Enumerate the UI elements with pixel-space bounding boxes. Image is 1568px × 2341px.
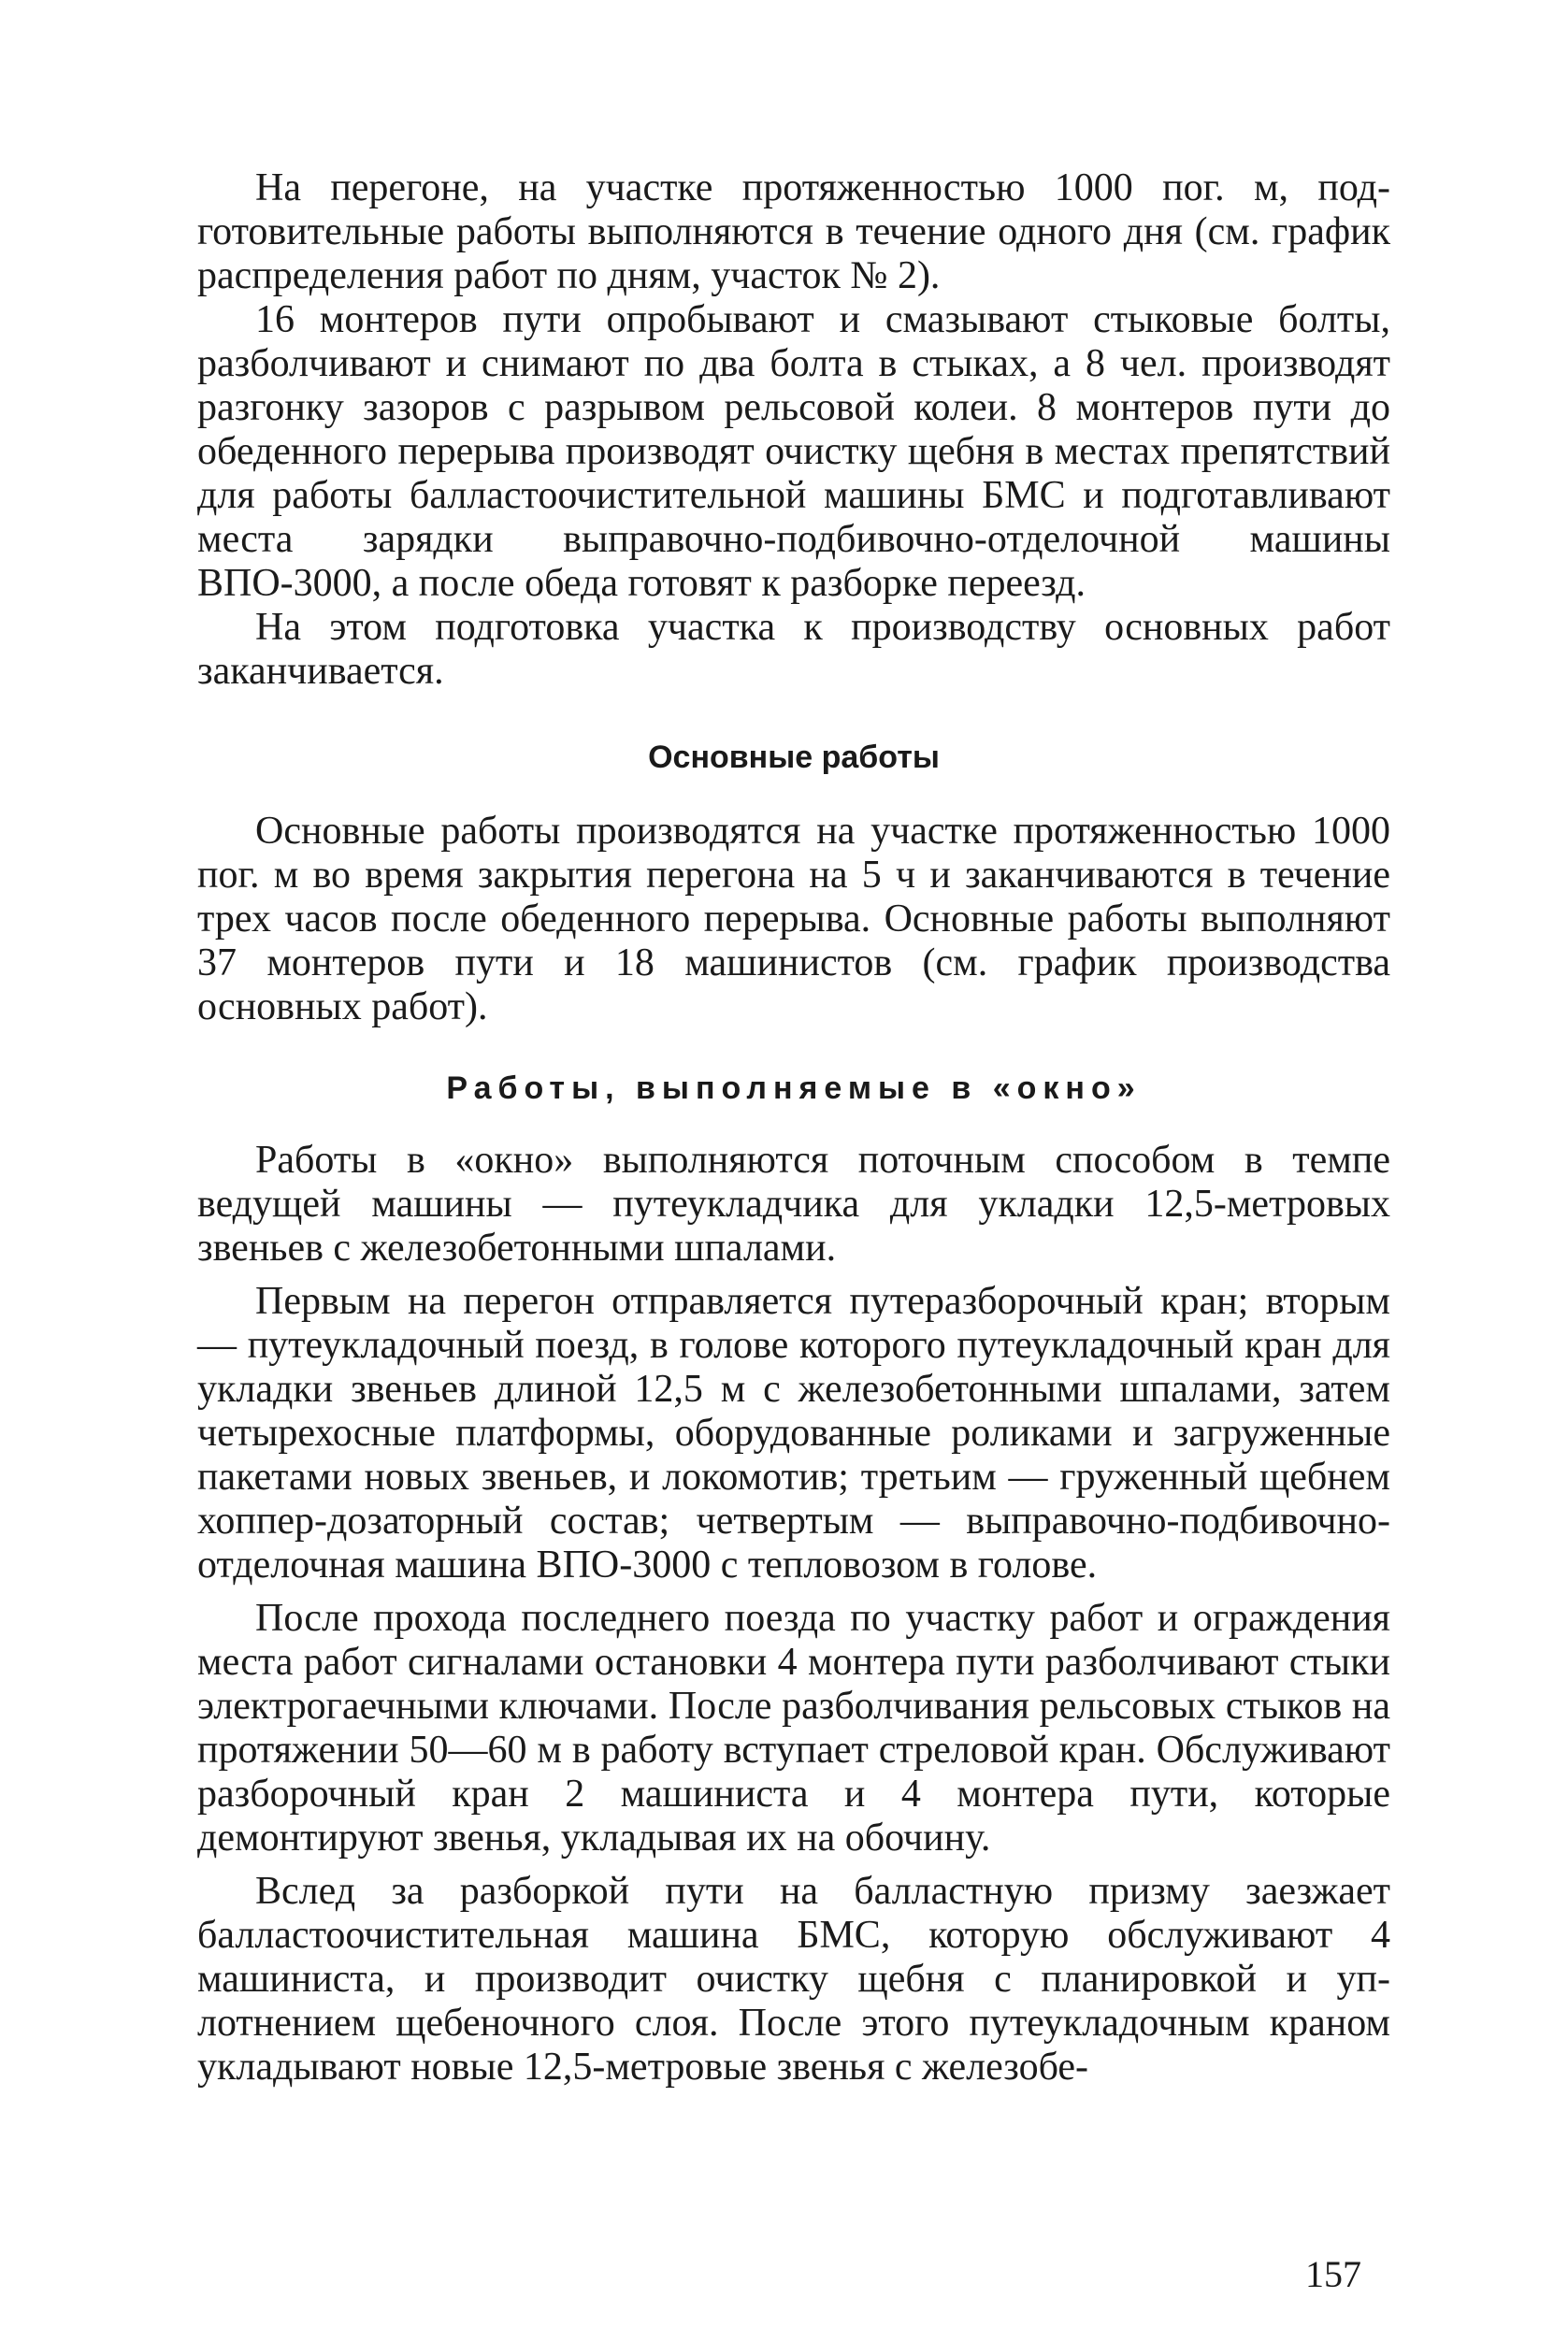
intro-section — [197, 166, 1390, 694]
paragraph: Вслед за разборкой пути на балластную призму заезжает балластоочистительная машина БМС, которую обслуживают 4 машиниста, и производит очистку щебня с планировкой и уплотнением щебеночного слоя. После этого путеукладочным краном укладывают новые 12,5-метровые звенья с железобе- — [197, 1870, 1390, 2089]
main-works-section — [197, 810, 1390, 1029]
paragraph: Основные работы производятся на участке протяженностью 1000 пог. м во время закрытия перегона на 5 ч и заканчиваются в течение трех часов после обеденного перерыва. Основные работы выполняют 37 монтеров пути и 18 машинистов (см. график производства основных работ). — [197, 810, 1390, 1028]
section-heading-window-works: Работы, выполняемые в «окно» — [446, 1070, 1142, 1106]
paragraph: 16 монтеров пути опробывают и смазывают стыковые болты, разболчивают и снимают по два болта в стыках, а 8 чел. производят разгонку зазоров с разрывом рельсовой колеи. 8 монтеров пути до обеденного перерыва производят очистку щебня в местах препятствий для работы балластоочистительной машины БМС и подготавливают места зарядки выправочно-подбивочно-отделочной машины ВПО-3000, а после обеда готовят к разборке переезд. — [197, 298, 1390, 605]
paragraph: Работы в «окно» выполняются поточным способом в темпе ведущей машины — путеукладчика для укладки 12,5-метровых звеньев с железобетонными шпалами. — [197, 1139, 1390, 1270]
paragraph: На перегоне, на участке протяженностью 1000 пог. м, подготовительные работы выполняются в течение одного дня (см. график распределения работ по дням, участок № 2). — [197, 166, 1390, 297]
paragraph: Первым на перегон отправляется путеразборочный кран; вторым — путеукладочный поезд, в голове которого путеукладочный кран для укладки звеньев длиной 12,5 м с железобетонными шпалами, затем четырехосные платформы, оборудованные роликами и загруженные пакетами новых звеньев, и локомотив; третьим — груженный щебнем хоппер-дозаторный состав; четвертым — выправочно-подбивочно-отделочная машина ВПО-3000 с тепловозом в голове. — [197, 1280, 1390, 1587]
paragraph: На этом подготовка участка к производству основных работ заканчивается. — [197, 606, 1390, 693]
section-heading-main-works: Основные работы — [648, 740, 940, 775]
page-number: 157 — [1305, 2253, 1361, 2295]
paragraph: После прохода последнего поезда по участку работ и ограждения места работ сигналами остановки 4 монтера пути разболчивают стыки электрогаечными ключами. После разболчивания рельсовых стыков на протяжении 50—60 м в работу вступает стреловой кран. Обслуживают разборочный кран 2 машиниста и 4 монтера пути, которые демонтируют звенья, укладывая их на обочину. — [197, 1597, 1390, 1860]
window-works-section — [197, 1139, 1390, 2090]
